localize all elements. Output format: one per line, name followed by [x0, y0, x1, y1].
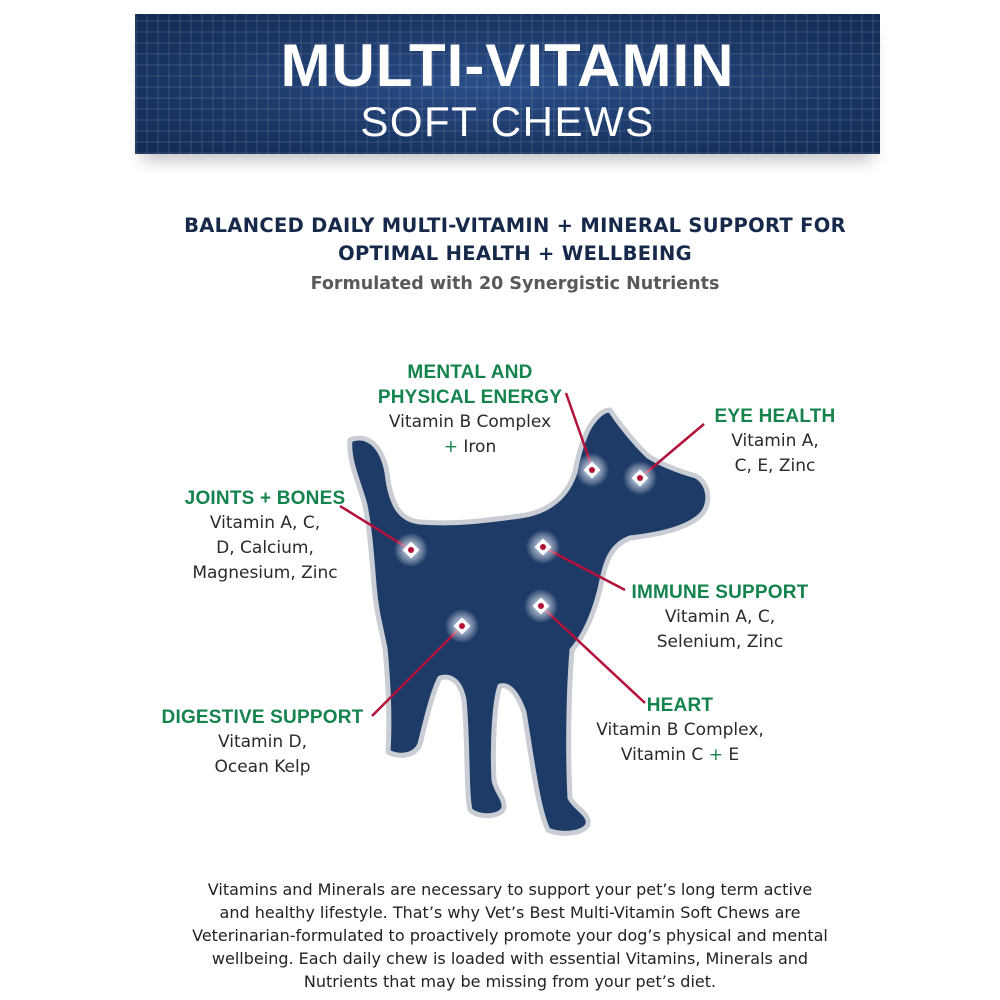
callout-text: Ocean Kelp [214, 757, 311, 777]
callout-text: Vitamin B Complex, [596, 720, 764, 740]
callout-text: Vitamin A, C, [664, 607, 776, 627]
product-subtitle: SOFT CHEWS [360, 98, 655, 145]
callout-text-part: Vitamin C [620, 745, 704, 765]
callout-text: Vitamin D, [217, 732, 308, 752]
callout-heart [570, 693, 790, 768]
callout-text: Vitamin A, C, [209, 513, 321, 533]
description-line: Vitamins and Minerals are necessary to support your pet’s long term active [207, 880, 813, 899]
sparkle-marker-icon [526, 530, 560, 564]
callout-text [345, 435, 595, 460]
plus-sign: + [443, 437, 459, 457]
callout-text [570, 743, 790, 768]
sparkle-marker-icon [394, 533, 428, 567]
description-line: and healthy lifestyle. That’s why Vet’s Best Multi-Vitamin Soft Chews are [219, 903, 801, 922]
callout-text: D, Calcium, [216, 538, 314, 558]
callout-eye-health [690, 404, 860, 479]
headline-line-1: BALANCED DAILY MULTI-VITAMIN + MINERAL SUPPORT FOR [184, 214, 846, 237]
description-paragraph [150, 878, 870, 993]
callout-title: PHYSICAL ENERGY [377, 387, 563, 408]
callout-text: Magnesium, Zinc [192, 563, 338, 583]
callout-text: Vitamin A, [731, 431, 819, 451]
callout-text: C, E, Zinc [734, 456, 816, 476]
description-line: Veterinarian-formulated to proactively promote your dog’s physical and mental [192, 926, 828, 945]
description-line: wellbeing. Each daily chew is loaded with essential Vitamins, Minerals and [211, 949, 809, 968]
sparkle-marker-icon [524, 589, 558, 623]
callout-title: HEART [646, 695, 714, 716]
callout-text-part: Iron [463, 437, 497, 457]
subheadline: Formulated with 20 Synergistic Nutrients [310, 274, 720, 294]
callout-digestive-support [150, 705, 375, 780]
callout-title: IMMUNE SUPPORT [631, 582, 809, 603]
product-title: MULTI-VITAMIN [280, 32, 735, 99]
callout-text: Selenium, Zinc [656, 632, 784, 652]
description-line: Nutrients that may be missing from your pet’s diet. [303, 972, 717, 991]
sparkle-marker-icon [445, 609, 479, 643]
callout-title: MENTAL AND [407, 362, 533, 383]
callout-text: Vitamin B Complex [388, 412, 552, 432]
sparkle-marker-icon [623, 461, 657, 495]
headline-line-2: OPTIMAL HEALTH + WELLBEING [338, 242, 692, 265]
callout-mental-energy [345, 360, 595, 460]
callout-joints-bones [150, 486, 380, 586]
callout-title: DIGESTIVE SUPPORT [161, 707, 364, 728]
callout-text-part: E [728, 745, 740, 765]
callout-immune-support [615, 580, 825, 655]
plus-sign: + [708, 745, 723, 765]
callout-title: JOINTS + BONES [184, 488, 346, 509]
callout-title: EYE HEALTH [714, 406, 836, 427]
